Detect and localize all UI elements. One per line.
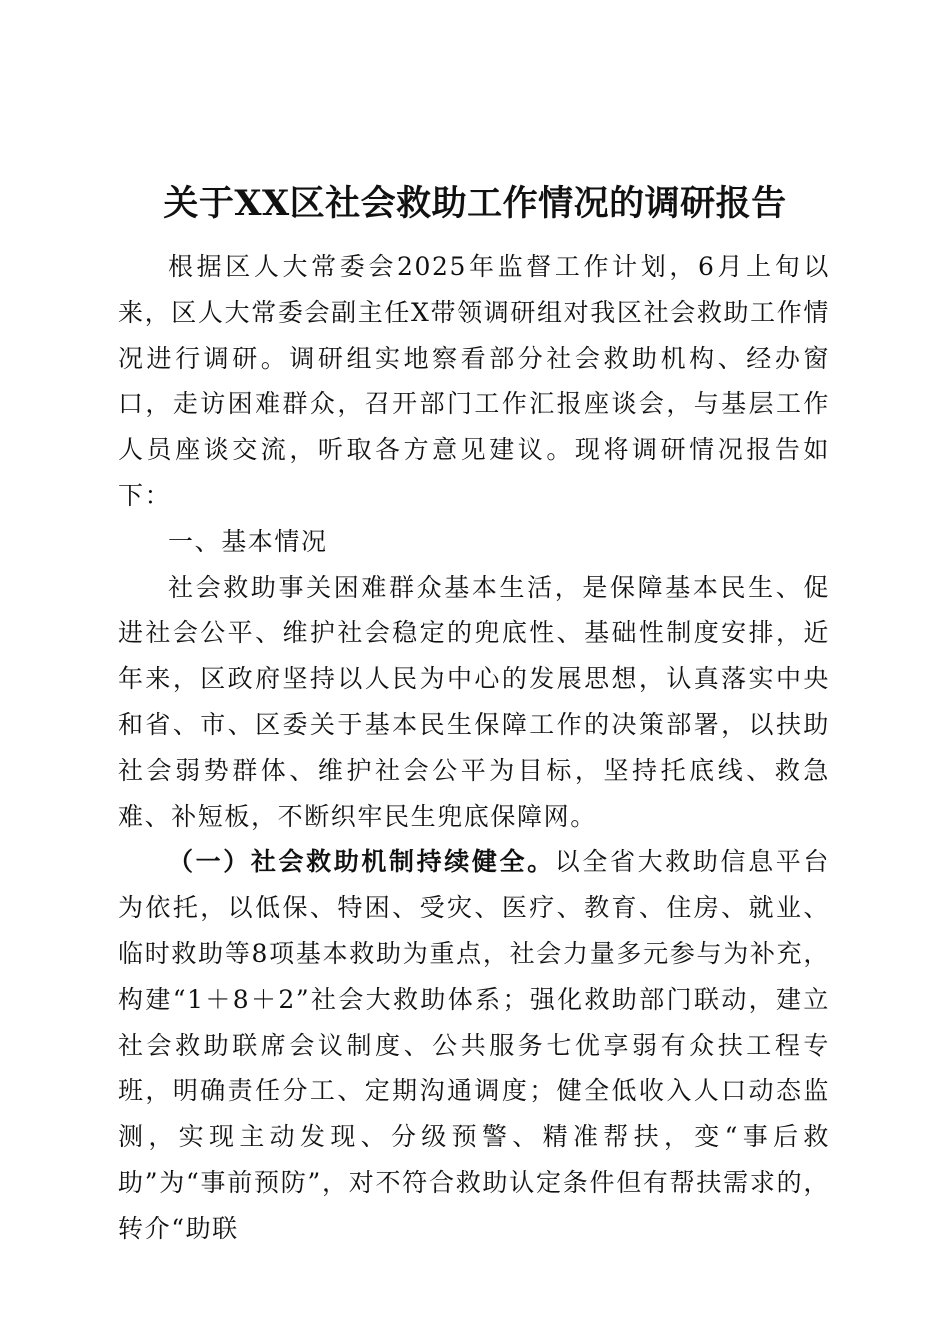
- document-body: [118, 244, 830, 1252]
- intro-paragraph: 根据区人大常委会2025年监督工作计划，6月上旬以来，区人大常委会副主任X带领调研组对我区社会救助工作情况进行调研。调研组实地察看部分社会救助机构、经办窗口，走访困难群众，召开部门工作汇报座谈会，与基层工作人员座谈交流，听取各方意见建议。现将调研情况报告如下：: [118, 252, 830, 510]
- subsection-1-body: 以全省大救助信息平台为依托，以低保、特困、受灾、医疗、教育、住房、就业、临时救助等8项基本救助为重点，社会力量多元参与为补充，构建“1＋8＋2”社会大救助体系；强化救助部门联动，建立社会救助联席会议制度、公共服务七优享弱有众扶工程专班，明确责任分工、定期沟通调度；健全低收入人口动态监测，实现主动发现、分级预警、精准帮扶，变“事后救助”为“事前预防”，对不符合救助认定条件但有帮扶需求的，转介“助联: [118, 847, 830, 1243]
- subsection-1-lead: （一）社会救助机制持续健全。: [168, 847, 555, 877]
- section-heading-basic-situation: 一、基本情况: [168, 526, 328, 556]
- document-title: 关于XX区社会救助工作情况的调研报告: [163, 183, 787, 224]
- section-1-paragraph: 社会救助事关困难群众基本生活，是保障基本民生、促进社会公平、维护社会稳定的兜底性、基础性制度安排，近年来，区政府坚持以人民为中心的发展思想，认真落实中央和省、市、区委关于基本民生保障工作的决策部署，以扶助社会弱势群体、维护社会公平为目标，坚持托底线、救急难、补短板，不断织牢民生兜底保障网。: [118, 572, 830, 831]
- subsection-1-paragraph: [118, 839, 830, 1251]
